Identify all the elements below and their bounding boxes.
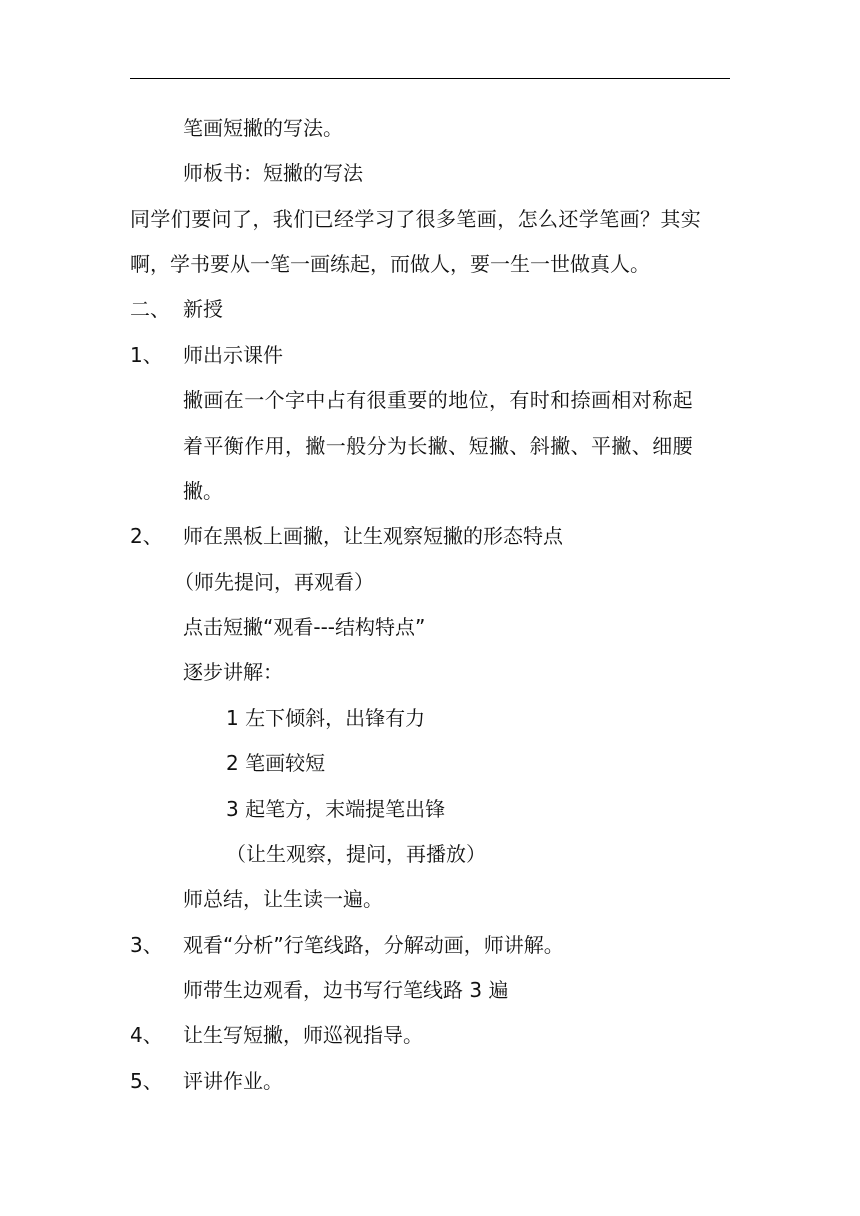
- item-number: 1、: [130, 343, 163, 367]
- step-line: 3 起笔方，末端提笔出锋: [226, 797, 446, 821]
- step-line: 1 左下倾斜，出锋有力: [226, 706, 426, 730]
- item-body-line: 师总结，让生读一遍。: [183, 887, 383, 911]
- section-number: 二、: [130, 297, 170, 321]
- item-title: 观看“分析”行笔线路，分解动画，师讲解。: [183, 933, 564, 957]
- section-title: 新授: [183, 297, 223, 321]
- paragraph-line: 同学们要问了，我们已经学习了很多笔画，怎么还学笔画？其实: [130, 207, 702, 231]
- item-body-line: （让生观察，提问，再播放）: [226, 842, 486, 866]
- item-body-line: 着平衡作用，撇一般分为长撇、短撇、斜撇、平撇、细腰: [183, 434, 693, 458]
- item-body-line: 逐步讲解：: [183, 660, 283, 684]
- item-title: 评讲作业。: [183, 1069, 283, 1093]
- item-body-line: 点击短撇“观看---结构特点”: [183, 615, 426, 639]
- item-body-line: 撇。: [183, 479, 223, 503]
- paragraph-line: 啊，学书要从一笔一画练起，而做人，要一生一世做真人。: [130, 252, 650, 276]
- item-number: 4、: [130, 1023, 163, 1047]
- header-rule: [130, 78, 730, 79]
- item-body-line: （师先提问，再观看）: [174, 570, 374, 594]
- item-body-line: 撇画在一个字中占有很重要的地位，有时和捺画相对称起: [183, 388, 693, 412]
- item-title: 让生写短撇，师巡视指导。: [183, 1023, 423, 1047]
- item-title: 师在黑板上画撇，让生观察短撇的形态特点: [183, 524, 563, 548]
- paragraph-line: 师板书：短撇的写法: [183, 161, 363, 185]
- step-line: 2 笔画较短: [226, 751, 326, 775]
- item-title: 师出示课件: [183, 343, 283, 367]
- item-number: 3、: [130, 933, 163, 957]
- paragraph-line: 笔画短撇的写法。: [183, 116, 343, 140]
- item-body-line: 师带生边观看，边书写行笔线路 3 遍: [183, 978, 509, 1002]
- item-number: 5、: [130, 1069, 163, 1093]
- item-number: 2、: [130, 524, 163, 548]
